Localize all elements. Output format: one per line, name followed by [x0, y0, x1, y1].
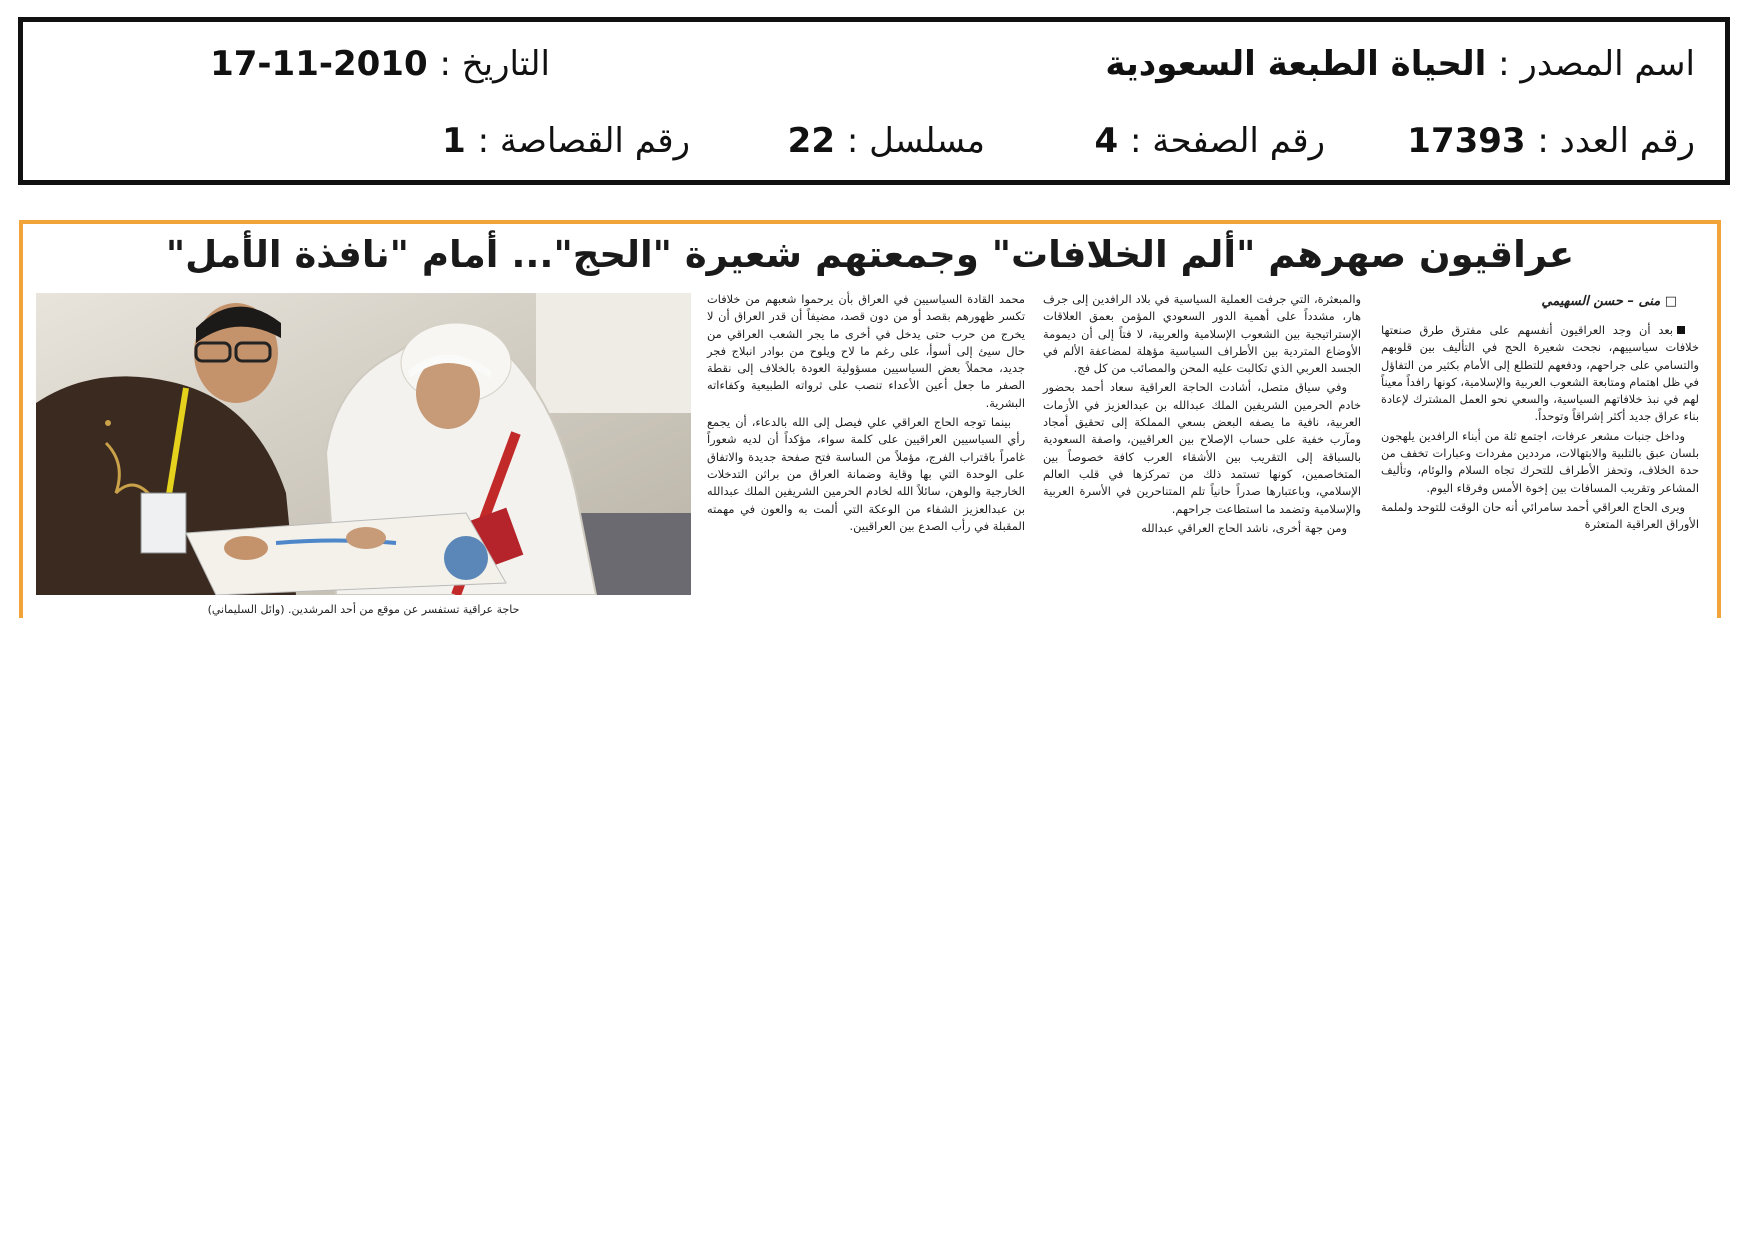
photo-caption: حاجة عراقية تستفسر عن موقع من أحد المرشدين. (وائل السليماني)	[207, 603, 520, 616]
clip-value: 1	[442, 121, 466, 161]
news-clipping	[19, 220, 1721, 618]
article-column-2	[1043, 291, 1361, 539]
metadata-header	[18, 17, 1730, 185]
page-label: رقم الصفحة :	[1129, 121, 1325, 161]
paragraph-text: بعد أن وجد العراقيون أنفسهم على مفترق طرق صنعتها خلافات سياسييهم، نجحت شعيرة الحج في التأليف بين قلوبهم والتسامي على جراحهم، ودفعهم للتطلع إلى الأمام بكثير من التفاؤل في ظل اهتمام ومتابعة الشعوب العربية والإسلامية، كونها رافداً معيناً لهم في نبذ خلافاتهم السياسية، والسعي نحو العمل المشترك لإعادة بناء عراق جديد أكثر إشراقاً وتوحداً.	[1381, 323, 1699, 424]
article-headline: عراقيون صهرهم "ألم الخلافات" وجمعتهم شعيرة "الحج"... أمام "نافذة الأمل"	[165, 233, 1575, 276]
article-column-1	[1381, 322, 1699, 536]
photo-illustration	[36, 293, 691, 595]
paragraph: محمد القادة السياسيين في العراق بأن يرحموا شعبهم من خلافات تكسر ظهورهم بقصد أو من دون قصد، مضيفاً أن قدر العراق أن لا يخرج من حرب حتى يدخل في أخرى ما يجر الشعب العراقي من حال سيئ إلى أسوأ، على رغم ما لاح ويلوح من بوادر انبلاج فجر جديد، محملاً بعض السياسيين مسؤولية العودة بالخلاف إلى نقطة الصفر ما جعل أعين الأعداء تنصب على ثرواته الطبيعية وكفاءاته البشرية.	[707, 292, 1025, 410]
paragraph: وداخل جنبات مشعر عرفات، اجتمع ثلة من أبناء الرافدين يلهجون بلسان عبق بالتلبية والابتهالات، مرددين مفردات وعبارات تخفف من حدة الخلاف، وتحفز الأطراف للتحرك تجاه السلام والوئام، وتأليف المشاعر وتقريب المسافات بين إخوة الأمس وفرقاء اليوم.	[1381, 428, 1699, 495]
bullet-square-icon	[1677, 326, 1685, 334]
page-field	[1094, 121, 1325, 161]
source-label: اسم المصدر :	[1498, 44, 1695, 84]
paragraph: ويرى الحاج العراقي أحمد سامرائي أنه حان الوقت للتوحد ولملمة الأوراق العراقية المتعثرة	[1381, 499, 1699, 532]
paragraph	[1381, 322, 1699, 426]
paragraph: بينما توجه الحاج العراقي علي فيصل إلى الله بالدعاء، أن يجمع رأي السياسيين العراقيين على كلمة سواء، مؤكداً أن لديه شعوراً غامراً باقتراب الفرج، مؤملاً من الساسة فتح صفحة جديدة والاتفاق على الوحدة التي بها وقاية وضمانة العراق من براثن التدخلات الخارجية والوهن، سائلاً الله لخادم الحرمين الشريفين الملك عبدالله بن عبدالعزيز الشفاء من الوعكة التي ألمت به والعون في مهمته المقبلة في رأب الصدع بين العراقيين.	[707, 415, 1025, 533]
page-value: 4	[1094, 121, 1119, 161]
serial-value: 22	[787, 121, 835, 161]
source-value: الحياة الطبعة السعودية	[1105, 44, 1487, 84]
paragraph: وفي سياق متصل، أشادت الحاجة العراقية سعاد أحمد بحضور خادم الحرمين الشريفين الملك عبدالله بن عبدالعزيز في الأزمات العربية، نافية ما يصفه البعض بسعي المملكة إلى تحقيق أمجاد ومآرب خفية على حساب الإصلاح بين العراقيين، واصفة السعودية بالسباقة إلى التقريب بين الأشقاء العرب كافة خصوصاً بين المتخاصمين، كونها تستمد ذلك من تمركزها في قلب العالم الإسلامي، وباعتبارها صدراً حانياً تلم المتناحرين في الأسرة العربية والإسلامية وتضمد ما استطاعت جراحهم.	[1043, 380, 1361, 516]
issue-value: 17393	[1407, 121, 1526, 161]
article-column-3	[707, 291, 1025, 537]
issue-field	[1407, 121, 1695, 161]
date-field	[210, 44, 550, 84]
issue-label: رقم العدد :	[1537, 121, 1695, 161]
source-field	[1105, 44, 1695, 84]
serial-field	[788, 121, 985, 161]
date-label: التاريخ :	[439, 44, 550, 84]
article-byline: □ منى – حسن السهيمي	[1541, 294, 1677, 309]
date-value: 2010-11-17	[210, 44, 428, 84]
paragraph: ومن جهة أخرى، ناشد الحاج العراقي عبدالله	[1141, 520, 1347, 535]
serial-label: مسلسل :	[846, 121, 985, 161]
paragraph: والمبعثرة، التي جرفت العملية السياسية في بلاد الرافدين إلى جرف هار، مشدداً على أهمية الدور السعودي المؤمن بعمق العلاقات الإستراتيجية بين الشعوب الإسلامية والعربية، لا فتاً إلى أن ديمومة الأوضاع المتردية بين الأطراف السياسية مؤهلة لمضاعفة الألم في الجسد العربي الذي تكالبت عليه المحن والمصائب من كل فج.	[1043, 292, 1361, 376]
article-photo	[36, 293, 691, 595]
clip-label: رقم القصاصة :	[477, 121, 690, 161]
clip-field	[442, 121, 690, 161]
